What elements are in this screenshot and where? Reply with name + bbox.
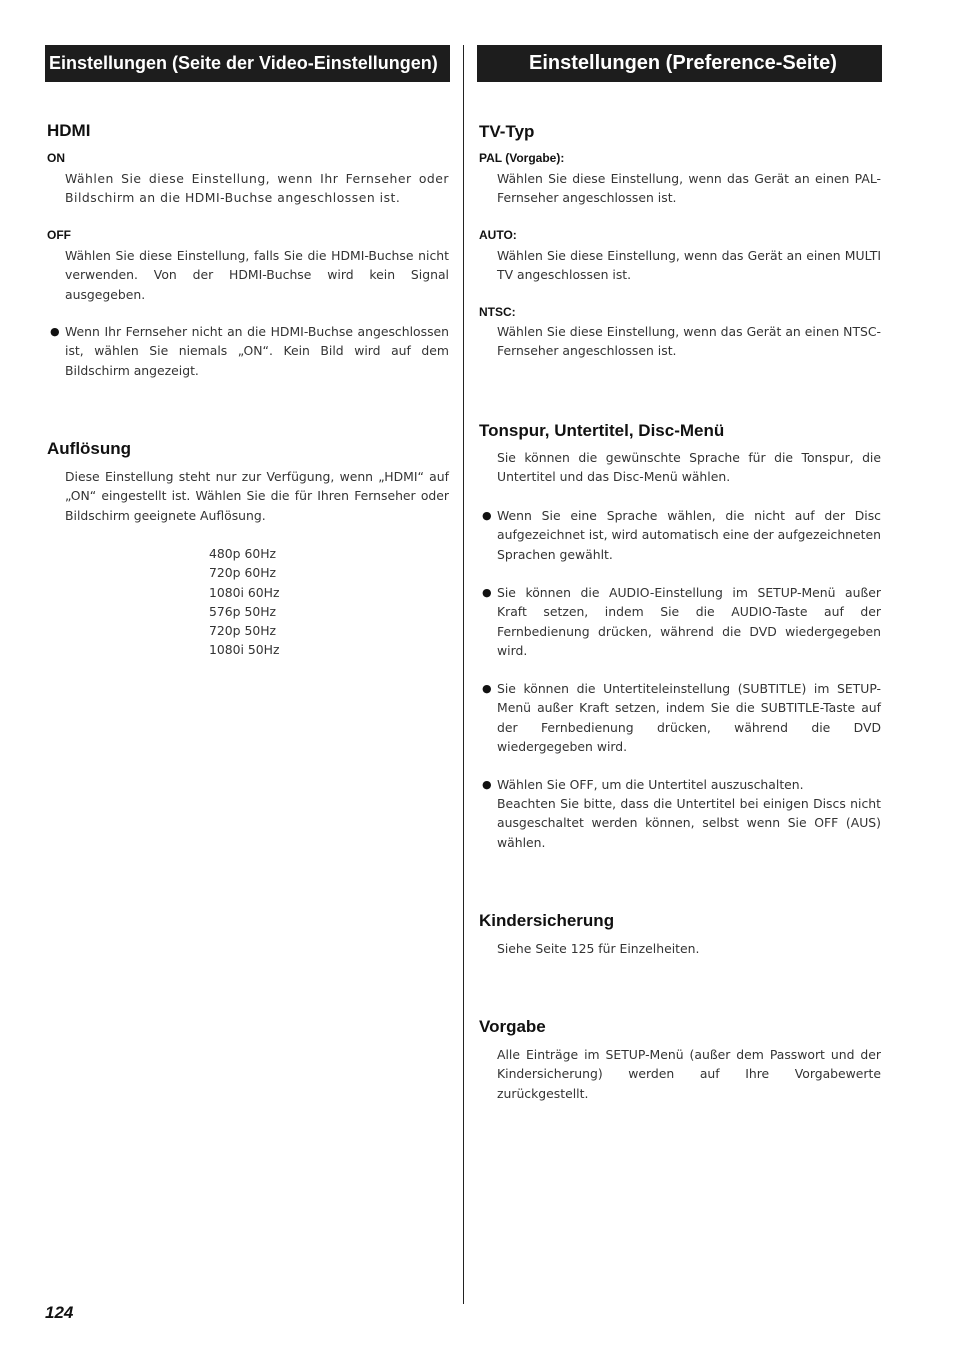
hdmi-heading: HDMI: [47, 121, 91, 140]
parental-text: Siehe Seite 125 für Einzelheiten.: [497, 941, 700, 956]
hdmi-note: Wenn Ihr Fernseher nicht an die HDMI-Buchse angeschlossen ist, wählen Sie niemals „ON“. Kein Bild wird auf dem Bildschirm angezeigt.: [65, 324, 449, 378]
hdmi-on-text: Wählen Sie diese Einstellung, wenn Ihr Fernseher oder Bildschirm an die HDMI-Buchse angeschlossen ist.: [65, 171, 449, 206]
bullet-icon: ●: [482, 778, 492, 791]
bullet-icon: ●: [50, 325, 60, 338]
bullet-icon: ●: [482, 586, 492, 599]
resolution-option: 1080i 60Hz: [209, 584, 280, 600]
resolution-text: Diese Einstellung steht nur zur Verfügung, wenn „HDMI“ auf „ON“ eingestellt ist. Wählen Sie die für Ihren Fernseher oder Bildschirm geeignete Auflösung.: [65, 469, 449, 523]
tvtype-pal-label: PAL (Vorgabe):: [479, 151, 565, 165]
audio-intro: Sie können die gewünschte Sprache für die Tonspur, die Untertitel und das Disc-Menü wählen.: [497, 450, 881, 485]
audio-bullet-1: Wenn Sie eine Sprache wählen, die nicht auf der Disc aufgezeichnet ist, wird automatisch eine der aufgezeichneten Sprachen gewählt.: [497, 508, 881, 562]
audio-bullet-4-note: Beachten Sie bitte, dass die Untertitel bei einigen Discs nicht ausgeschaltet werden können, selbst wenn Sie OFF (AUS) wählen.: [497, 796, 881, 850]
default-heading: Vorgabe: [479, 1017, 546, 1036]
bullet-icon: ●: [482, 682, 492, 695]
audio-bullet-2: Sie können die AUDIO-Einstellung im SETUP-Menü außer Kraft setzen, indem Sie die AUDIO-Taste auf der Fernbedienung drücken, während die DVD wiedergegeben wird.: [497, 585, 881, 658]
resolution-options: [209, 544, 280, 660]
resolution-option: 1080i 50Hz: [209, 642, 280, 658]
audio-bullet-4: Wählen Sie OFF, um die Untertitel auszuschalten.: [497, 777, 804, 792]
left-section-banner: Einstellungen (Seite der Video-Einstellungen): [45, 45, 450, 82]
hdmi-off-text: Wählen Sie diese Einstellung, falls Sie die HDMI-Buchse nicht verwenden. Von der HDMI-Buchse wird kein Signal ausgegeben.: [65, 248, 449, 302]
hdmi-on-label: ON: [47, 151, 65, 165]
audio-heading: Tonspur, Untertitel, Disc-Menü: [479, 421, 725, 440]
page-number: 124: [45, 1303, 74, 1322]
resolution-option: 576p 50Hz: [209, 603, 277, 619]
resolution-option: 720p 50Hz: [209, 623, 277, 639]
default-text: Alle Einträge im SETUP-Menü (außer dem Passwort und der Kindersicherung) werden auf Ihre Vorgabewerte zurückgestellt.: [497, 1047, 881, 1101]
tvtype-auto-label: AUTO:: [479, 228, 517, 242]
resolution-heading: Auflösung: [47, 439, 132, 458]
resolution-option: 480p 60Hz: [209, 546, 277, 561]
parental-heading: Kindersicherung: [479, 911, 615, 930]
tvtype-ntsc-label: NTSC:: [479, 305, 516, 319]
tvtype-pal-text: Wählen Sie diese Einstellung, wenn das Gerät an einen PAL-Fernseher angeschlossen ist.: [497, 171, 881, 206]
hdmi-off-label: OFF: [47, 228, 71, 242]
tvtype-heading: TV-Typ: [479, 122, 535, 141]
right-section-banner: Einstellungen (Preference-Seite): [477, 45, 882, 82]
bullet-icon: ●: [482, 509, 492, 522]
tvtype-auto-text: Wählen Sie diese Einstellung, wenn das Gerät an einen MULTI TV angeschlossen ist.: [497, 248, 881, 283]
tvtype-ntsc-text: Wählen Sie diese Einstellung, wenn das Gerät an einen NTSC-Fernseher angeschlossen ist.: [497, 324, 881, 359]
audio-bullet-3: Sie können die Untertiteleinstellung (SUBTITLE) im SETUP-Menü außer Kraft setzen, indem Sie die SUBTITLE-Taste auf der Fernbedienung drücken, während die DVD wiedergegeben wird.: [497, 681, 881, 754]
column-divider: [463, 45, 464, 1304]
resolution-option: 720p 60Hz: [209, 565, 277, 581]
